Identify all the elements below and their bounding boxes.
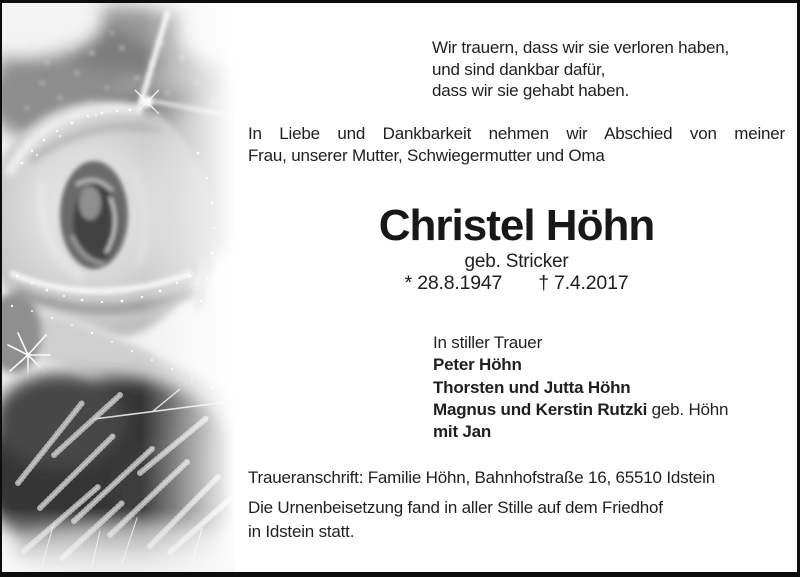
- epigraph: [432, 37, 729, 102]
- burial-note: [248, 496, 663, 543]
- rose-photo: [2, 3, 235, 572]
- condolence-address: Traueranschrift: Familie Höhn, Bahnhofstraße 16, 65510 Idstein: [248, 468, 716, 487]
- mourner-row: Magnus und Kerstin Rutzki geb. Höhn: [433, 399, 729, 419]
- intro-line: Frau, unserer Mutter, Schwiegermutter und Oma: [248, 145, 605, 165]
- deceased-name: Christel Höhn: [378, 201, 655, 250]
- burial-line: in Idstein statt.: [248, 521, 355, 541]
- burial-line: Die Urnenbeisetzung fand in aller Stille auf dem Friedhof: [248, 498, 663, 517]
- rose-photo-illustration: [2, 3, 235, 572]
- epigraph-line: und sind dankbar dafür,: [432, 59, 606, 79]
- life-dates: [248, 272, 785, 294]
- mourning-heading: In stiller Trauer: [433, 333, 543, 352]
- intro-paragraph: [248, 123, 785, 166]
- mourner-row: Thorsten und Jutta Höhn: [433, 377, 631, 397]
- maiden-name: geb. Stricker: [464, 251, 569, 272]
- epigraph-line: dass wir sie gehabt haben.: [432, 81, 630, 101]
- epigraph-line: Wir trauern, dass wir sie verloren haben,: [432, 38, 729, 57]
- mourners-list: [433, 332, 728, 443]
- birth-date: * 28.8.1947: [404, 272, 503, 294]
- mourner-row: Peter Höhn: [433, 355, 522, 375]
- mourner-row: mit Jan: [433, 422, 492, 442]
- intro-line: In Liebe und Dankbarkeit nehmen wir Abschied von meiner: [248, 124, 785, 143]
- death-date: † 7.4.2017: [538, 272, 629, 294]
